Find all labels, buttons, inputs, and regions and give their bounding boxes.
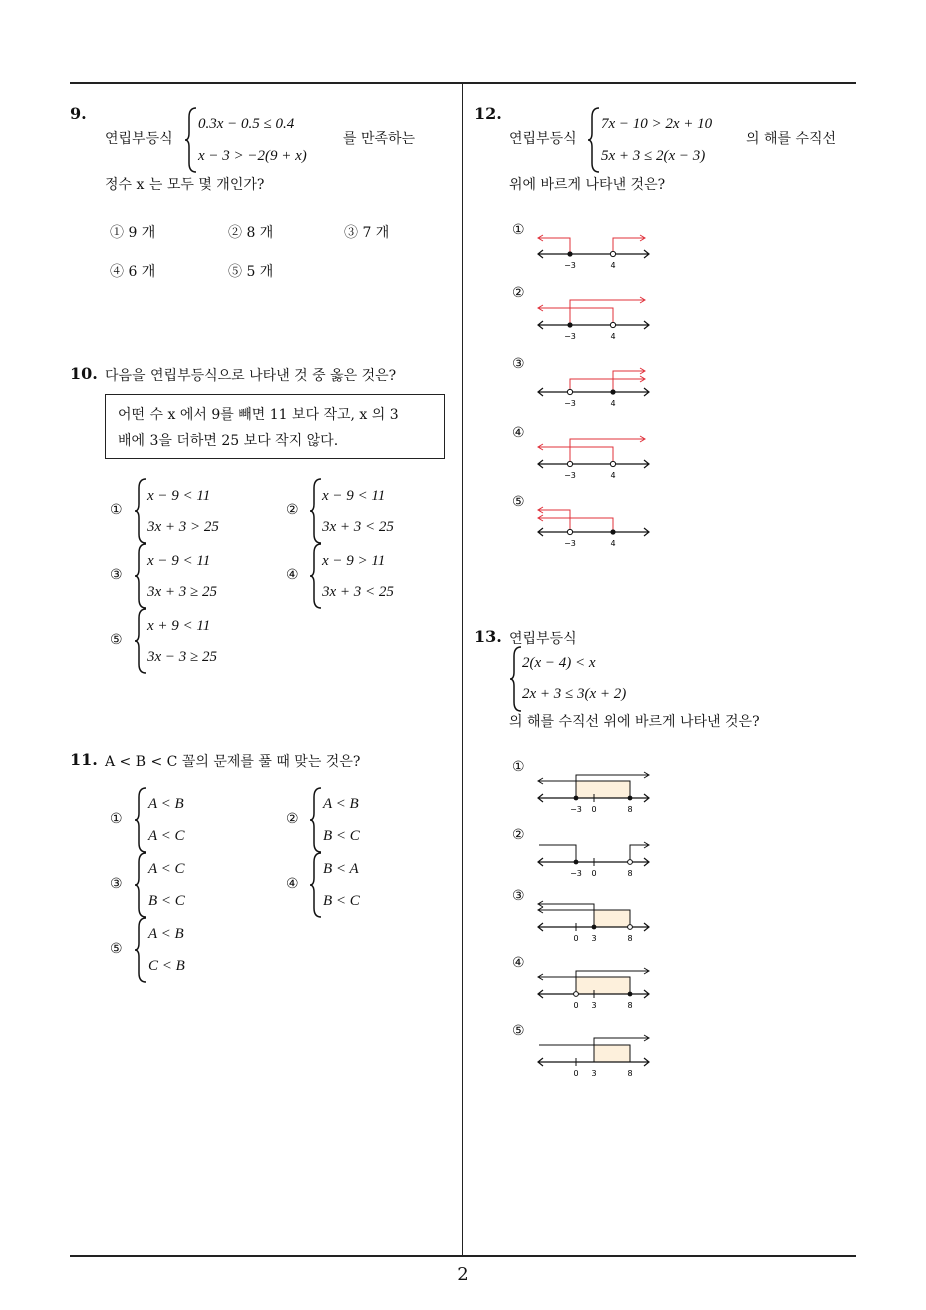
number-line <box>530 897 660 947</box>
choice-mark: ① <box>512 222 525 238</box>
box-line-1: 어떤 수 x 에서 9를 빼면 11 보다 작고, x 의 3 <box>118 407 399 423</box>
tick-label: 3 <box>591 1001 597 1010</box>
inequality-b: 3x + 3 ≥ 25 <box>147 584 218 600</box>
inequality-b: 3x + 3 > 25 <box>147 519 219 535</box>
number-line <box>530 430 660 480</box>
tick-label: 4 <box>610 332 616 341</box>
choice-mark: ④ <box>286 567 299 583</box>
choice-mark: ③ <box>110 876 123 892</box>
choice-3[interactable]: ③ 7 개 <box>344 225 390 241</box>
brace-icon <box>309 543 323 609</box>
choice-mark: ④ <box>512 425 525 441</box>
brace-icon <box>309 478 323 544</box>
inequality-line-2: 5x + 3 ≤ 2(x − 3) <box>601 148 706 164</box>
choice-mark: ② <box>512 285 525 301</box>
bottom-rule <box>70 1255 856 1257</box>
tick-label: −3 <box>564 471 576 480</box>
choice-mark: ② <box>286 502 299 518</box>
column-divider <box>462 83 463 1257</box>
number-line <box>530 1032 660 1082</box>
inequality-b: A < C <box>148 828 185 844</box>
tick-label: 4 <box>610 539 616 548</box>
page-number: 2 <box>457 1264 469 1285</box>
number-line <box>530 500 660 550</box>
choice-mark: ① <box>110 502 123 518</box>
question-text: 다음을 연립부등식으로 나타낸 것 중 옳은 것은? <box>105 368 397 384</box>
choice-mark: ④ <box>286 876 299 892</box>
inequality-b: C < B <box>148 958 185 974</box>
inequality-b: B < C <box>148 893 185 909</box>
tick-label: 8 <box>627 1001 633 1010</box>
inequality-line-2: 2x + 3 ≤ 3(x + 2) <box>522 686 627 702</box>
choice-mark: ② <box>286 811 299 827</box>
inequality-b: 3x + 3 < 25 <box>322 584 394 600</box>
brace-icon <box>184 107 198 173</box>
number-line <box>530 964 660 1014</box>
choice-mark: ② <box>512 827 525 843</box>
question-prefix: 연립부등식 <box>509 131 577 147</box>
question-text: A < B < C 꼴의 문제를 풀 때 맞는 것은? <box>105 754 361 770</box>
tick-label: 3 <box>591 934 597 943</box>
tick-label: 8 <box>627 805 633 814</box>
question-number: 9. <box>70 104 87 123</box>
tick-label: −3 <box>564 539 576 548</box>
inequality-a: A < B <box>148 796 184 812</box>
tick-label: 8 <box>627 934 633 943</box>
inequality-line-2: x − 3 > −2(9 + x) <box>198 148 307 164</box>
question-number: 13. <box>474 627 502 646</box>
box-line-2: 배에 3을 더하면 25 보다 작지 않다. <box>118 433 339 449</box>
inequality-a: x − 9 > 11 <box>322 553 386 569</box>
brace-icon <box>309 852 323 918</box>
choice-2[interactable]: ② 8 개 <box>228 225 274 241</box>
tick-label: 8 <box>627 869 633 878</box>
brace-icon <box>587 107 601 173</box>
brace-icon <box>134 543 148 609</box>
inequality-b: 3x + 3 < 25 <box>322 519 394 535</box>
number-line <box>530 364 660 410</box>
condition-box <box>105 394 445 459</box>
inequality-a: x − 9 < 11 <box>147 553 211 569</box>
choice-mark: ⑤ <box>110 941 123 957</box>
tick-label: 0 <box>591 869 597 878</box>
brace-icon <box>134 787 148 853</box>
question-suffix: 의 해를 수직선 <box>746 131 837 147</box>
choice-mark: ⑤ <box>110 632 123 648</box>
question-number: 12. <box>474 104 502 123</box>
inequality-a: x − 9 < 11 <box>322 488 386 504</box>
brace-icon <box>134 917 148 983</box>
inequality-line-1: 2(x − 4) < x <box>522 655 596 671</box>
choice-mark: ⑤ <box>512 494 525 510</box>
brace-icon <box>134 478 148 544</box>
inequality-a: x + 9 < 11 <box>147 618 211 634</box>
brace-icon <box>509 646 523 712</box>
question-prefix: 연립부등식 <box>105 131 173 147</box>
inequality-a: A < B <box>148 926 184 942</box>
number-line <box>530 228 660 272</box>
question-number: 11. <box>70 750 98 769</box>
tick-label: −3 <box>564 399 576 408</box>
tick-label: 3 <box>591 1069 597 1078</box>
tick-label: 0 <box>591 805 597 814</box>
tick-label: 4 <box>610 261 616 270</box>
inequality-a: A < B <box>323 796 359 812</box>
tick-label: 0 <box>573 1069 579 1078</box>
choice-mark: ⑤ <box>512 1023 525 1039</box>
inequality-b: B < C <box>323 828 360 844</box>
tick-label: 0 <box>573 934 579 943</box>
choice-5[interactable]: ⑤ 5 개 <box>228 264 274 280</box>
number-line <box>530 292 660 342</box>
tick-label: −3 <box>564 332 576 341</box>
tick-label: −3 <box>564 261 576 270</box>
tick-label: 8 <box>627 1069 633 1078</box>
inequality-b: B < C <box>323 893 360 909</box>
question-suffix: 를 만족하는 <box>343 131 416 147</box>
choice-mark: ③ <box>512 356 525 372</box>
number-line <box>530 768 660 818</box>
tick-label: 4 <box>610 399 616 408</box>
question-text: 위에 바르게 나타낸 것은? <box>509 177 666 193</box>
choice-4[interactable]: ④ 6 개 <box>110 264 156 280</box>
choice-mark: ③ <box>110 567 123 583</box>
question-prefix: 연립부등식 <box>509 631 577 647</box>
tick-label: −3 <box>570 805 582 814</box>
number-line <box>530 835 660 885</box>
inequality-a: x − 9 < 11 <box>147 488 211 504</box>
question-text: 의 해를 수직선 위에 바르게 나타낸 것은? <box>509 714 760 730</box>
choice-mark: ① <box>512 759 525 775</box>
tick-label: 4 <box>610 471 616 480</box>
inequality-line-1: 7x − 10 > 2x + 10 <box>601 116 713 132</box>
choice-mark: ③ <box>512 888 525 904</box>
brace-icon <box>134 852 148 918</box>
inequality-line-1: 0.3x − 0.5 ≤ 0.4 <box>198 116 295 132</box>
inequality-a: B < A <box>323 861 359 877</box>
brace-icon <box>309 787 323 853</box>
inequality-a: A < C <box>148 861 185 877</box>
choice-1[interactable]: ① 9 개 <box>110 225 156 241</box>
tick-label: 0 <box>573 1001 579 1010</box>
question-text: 정수 x 는 모두 몇 개인가? <box>105 177 265 193</box>
tick-label: −3 <box>570 869 582 878</box>
choice-mark: ④ <box>512 955 525 971</box>
brace-icon <box>134 608 148 674</box>
top-rule <box>70 82 856 84</box>
choice-mark: ① <box>110 811 123 827</box>
question-number: 10. <box>70 364 98 383</box>
inequality-b: 3x − 3 ≥ 25 <box>147 649 218 665</box>
